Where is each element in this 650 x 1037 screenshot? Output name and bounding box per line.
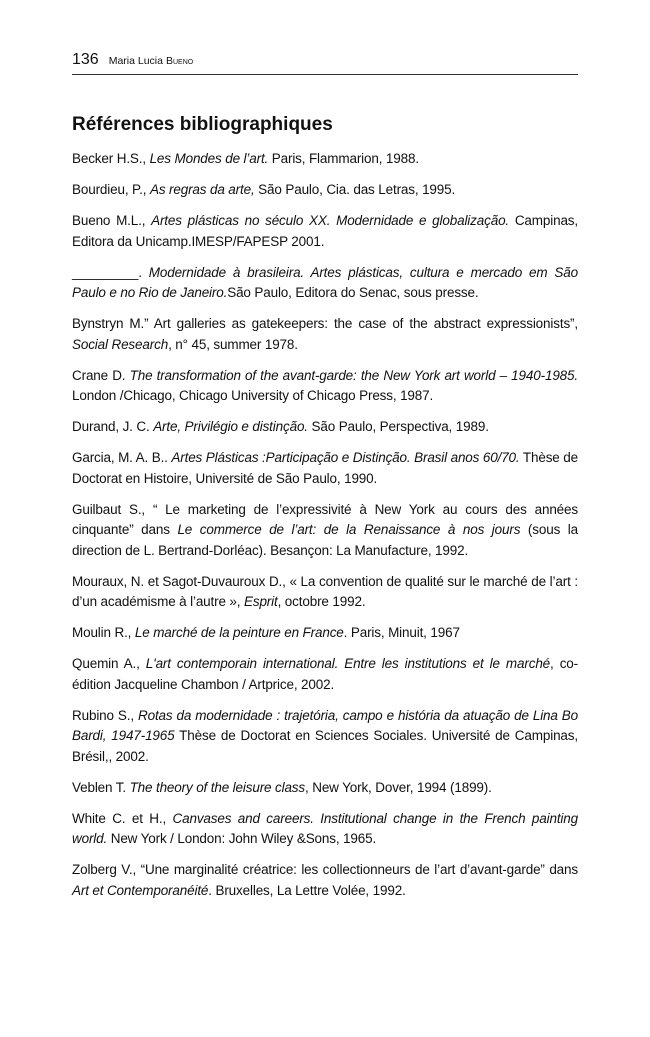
reference-entry: Bueno M.L., Artes plásticas no século XX. Modernidade e globalização. Campinas, Editora da Unicamp.IMESP/FAPESP 2001.	[72, 213, 579, 249]
reference-entry: Bynstryn M.” Art galleries as gatekeepers: the case of the abstract expressionists”, Social Research, n° 45, summer 1978.	[72, 316, 578, 352]
author-surname: Bueno	[165, 55, 194, 67]
reference-entry: Veblen T. The theory of the leisure class, New York, Dover, 1994 (1899).	[72, 779, 492, 795]
running-header	[72, 50, 578, 75]
reference-entry: _________. Modernidade à brasileira. Artes plásticas, cultura e mercado em São Paulo e no Rio de Janeiro.São Paulo, Editora do Senac, sous presse.	[72, 264, 578, 300]
reference-entry: White C. et H., Canvases and careers. Institutional change in the French painting world. New York / London: John Wiley &Sons, 1965.	[72, 810, 578, 846]
page-number: 136	[72, 51, 99, 68]
reference-entry: Becker H.S., Les Mondes de l’art. Paris, Flammarion, 1988.	[72, 151, 419, 166]
reference-list	[72, 149, 578, 912]
reference-entry: Bourdieu, P., As regras da arte, São Paulo, Cia. das Letras, 1995.	[72, 182, 456, 197]
reference-entry: Guilbaut S., “ Le marketing de l’expressivité à New York au cours des années cinquante” dans Le commerce de l’art: de la Renaissance à nos jours (sous la direction de L. Bertrand-Dorléac). Besançon: La Manufacture, 1992.	[72, 501, 579, 558]
section-title: Références bibliographiques	[72, 114, 333, 135]
reference-entry: Durand, J. C. Arte, Privilégio e distinção. São Paulo, Perspectiva, 1989.	[72, 419, 489, 434]
reference-entry: Quemin A., L'art contemporain international. Entre les institutions et le marché, co-édition Jacqueline Chambon / Artprice, 2002.	[72, 656, 578, 692]
reference-entry: Zolberg V., “Une marginalité créatrice: les collectionneurs de l’art d’avant-garde” dans Art et Contemporanéité. Bruxelles, La Lettre Volée, 1992.	[72, 862, 578, 898]
reference-entry: Crane D. The transformation of the avant-garde: the New York art world – 1940-1985. London /Chicago, Chicago University of Chicago Press, 1987.	[72, 367, 578, 403]
reference-entry: Moulin R., Le marché de la peinture en France. Paris, Minuit, 1967	[72, 625, 460, 640]
reference-entry: Rubino S., Rotas da modernidade : trajetória, campo e história da atuação de Lina Bo Bardi, 1947-1965 Thèse de Doctorat en Sciences Sociales. Université de Campinas, Brésil,, 2002.	[72, 707, 578, 764]
reference-entry: Garcia, M. A. B.. Artes Plásticas :Participação e Distinção. Brasil anos 60/70. Thèse de Doctorat en Histoire, Université de São Paulo, 1990.	[72, 450, 578, 486]
author-name: Maria Lucia	[108, 55, 163, 67]
reference-entry: Mouraux, N. et Sagot-Duvauroux D., « La convention de qualité sur le marché de l’art : d’un académisme à l’autre », Esprit, octobre 1992.	[72, 573, 578, 609]
